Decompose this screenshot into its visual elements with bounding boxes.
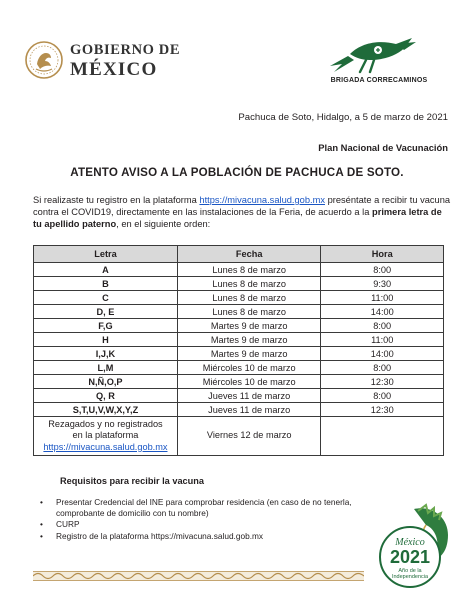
table-row — [34, 263, 444, 277]
cell-fecha: Miércoles 10 de marzo — [177, 375, 321, 389]
cell-fecha: Lunes 8 de marzo — [177, 305, 321, 319]
gobierno-de-mexico-logo — [24, 40, 181, 86]
list-item: • CURP — [40, 519, 360, 530]
brigada-correcaminos-logo — [320, 32, 438, 88]
national-seal-icon — [24, 40, 64, 80]
cell-letra: Q, R — [34, 389, 178, 403]
table-row — [34, 277, 444, 291]
cell-hora: 8:00 — [321, 263, 444, 277]
cell-hora: 11:00 — [321, 291, 444, 305]
cell-letra: L,M — [34, 361, 178, 375]
cell-letra: S,T,U,V,W,X,Y,Z — [34, 403, 178, 417]
cell-letra: A — [34, 263, 178, 277]
cell-letra: D, E — [34, 305, 178, 319]
cell-fecha: Jueves 11 de marzo — [177, 403, 321, 417]
table-row — [34, 403, 444, 417]
column-header-fecha: Fecha — [177, 246, 321, 263]
intro-text-1: Si realizaste tu registro en la plataforma — [33, 195, 200, 205]
table-row — [34, 361, 444, 375]
table-row — [34, 375, 444, 389]
cell-hora: 12:30 — [321, 403, 444, 417]
rezagados-link[interactable]: https://mivacuna.salud.gob.mx — [43, 441, 168, 452]
gov-name-line1: GOBIERNO DE — [70, 42, 181, 58]
cell-fecha: Lunes 8 de marzo — [177, 291, 321, 305]
emblem-year: 2021 — [389, 547, 431, 567]
serpent-emblem-icon — [374, 503, 452, 589]
decorative-footer-band — [33, 571, 364, 581]
table-header-row — [34, 246, 444, 263]
rezagados-line1: Rezagados y no registrados — [48, 418, 163, 429]
cell-hora: 8:00 — [321, 389, 444, 403]
intro-bold-text: primera letra de tu apellido paterno — [33, 207, 442, 229]
table-row — [34, 347, 444, 361]
registration-link[interactable]: https://mivacuna.salud.gob.mx — [199, 195, 325, 205]
rezagados-line2: en la plataforma — [72, 430, 139, 441]
emblem-line1: México — [395, 537, 425, 548]
cell-letra: C — [34, 291, 178, 305]
table-row — [34, 389, 444, 403]
cell-fecha: Miércoles 10 de marzo — [177, 361, 321, 375]
cell-rezagados — [34, 417, 178, 456]
intro-text-2: preséntate a recibir tu vacuna contra el COVID19, directamente en las instalaciones de la Feria, de acuerdo a la — [33, 195, 451, 217]
list-item: • Presentar Credencial del INE para comprobar residencia (en caso de no tenerla, comprobante de domicilio con tu nombre) — [40, 497, 360, 518]
cell-fecha: Martes 9 de marzo — [177, 347, 321, 361]
gov-name-line2: MÉXICO — [70, 59, 158, 80]
cell-letra: N,Ñ,O,P — [34, 375, 178, 389]
roadrunner-icon — [320, 32, 438, 76]
cell-fecha: Lunes 8 de marzo — [177, 263, 321, 277]
cell-letra: H — [34, 333, 178, 347]
column-header-hora: Hora — [321, 246, 444, 263]
cell-hora: 14:00 — [321, 305, 444, 319]
intro-text-3: , en el siguiente orden: — [116, 219, 211, 229]
table-row — [34, 291, 444, 305]
list-item: • Registro de la plataforma https://mivacuna.salud.gob.mx — [40, 531, 360, 542]
cell-hora: 8:00 — [321, 361, 444, 375]
requirements-list — [40, 497, 360, 542]
notice-headline: ATENTO AVISO A LA POBLACIÓN DE PACHUCA DE SOTO. — [70, 166, 404, 179]
emblem-line4: Independencia — [391, 574, 429, 580]
cell-letra: F,G — [34, 319, 178, 333]
cell-letra: B — [34, 277, 178, 291]
cell-hora — [321, 417, 444, 456]
cell-letra: I,J,K — [34, 347, 178, 361]
cell-hora: 8:00 — [321, 319, 444, 333]
brigada-label: BRIGADA CORRECAMINOS — [330, 77, 428, 84]
cell-fecha: Viernes 12 de marzo — [177, 417, 321, 456]
cell-hora: 14:00 — [321, 347, 444, 361]
cell-hora: 9:30 — [321, 277, 444, 291]
cell-hora: 11:00 — [321, 333, 444, 347]
plan-title: Plan Nacional de Vacunación — [318, 142, 448, 153]
requirements-title: Requisitos para recibir la vacuna — [60, 476, 204, 486]
table-row — [34, 333, 444, 347]
schedule-table — [33, 245, 444, 456]
place-and-date: Pachuca de Soto, Hidalgo, a 5 de marzo de 2021 — [238, 112, 448, 123]
cell-fecha: Lunes 8 de marzo — [177, 277, 321, 291]
emblem-line3: Año de la — [398, 568, 422, 574]
mexico-2021-emblem — [374, 503, 452, 589]
table-row — [34, 305, 444, 319]
cell-fecha: Martes 9 de marzo — [177, 319, 321, 333]
table-row-rezagados — [34, 417, 444, 456]
cell-fecha: Martes 9 de marzo — [177, 333, 321, 347]
table-row — [34, 319, 444, 333]
cell-hora: 12:30 — [321, 375, 444, 389]
cell-fecha: Jueves 11 de marzo — [177, 389, 321, 403]
intro-paragraph — [33, 194, 451, 230]
column-header-letra: Letra — [34, 246, 178, 263]
